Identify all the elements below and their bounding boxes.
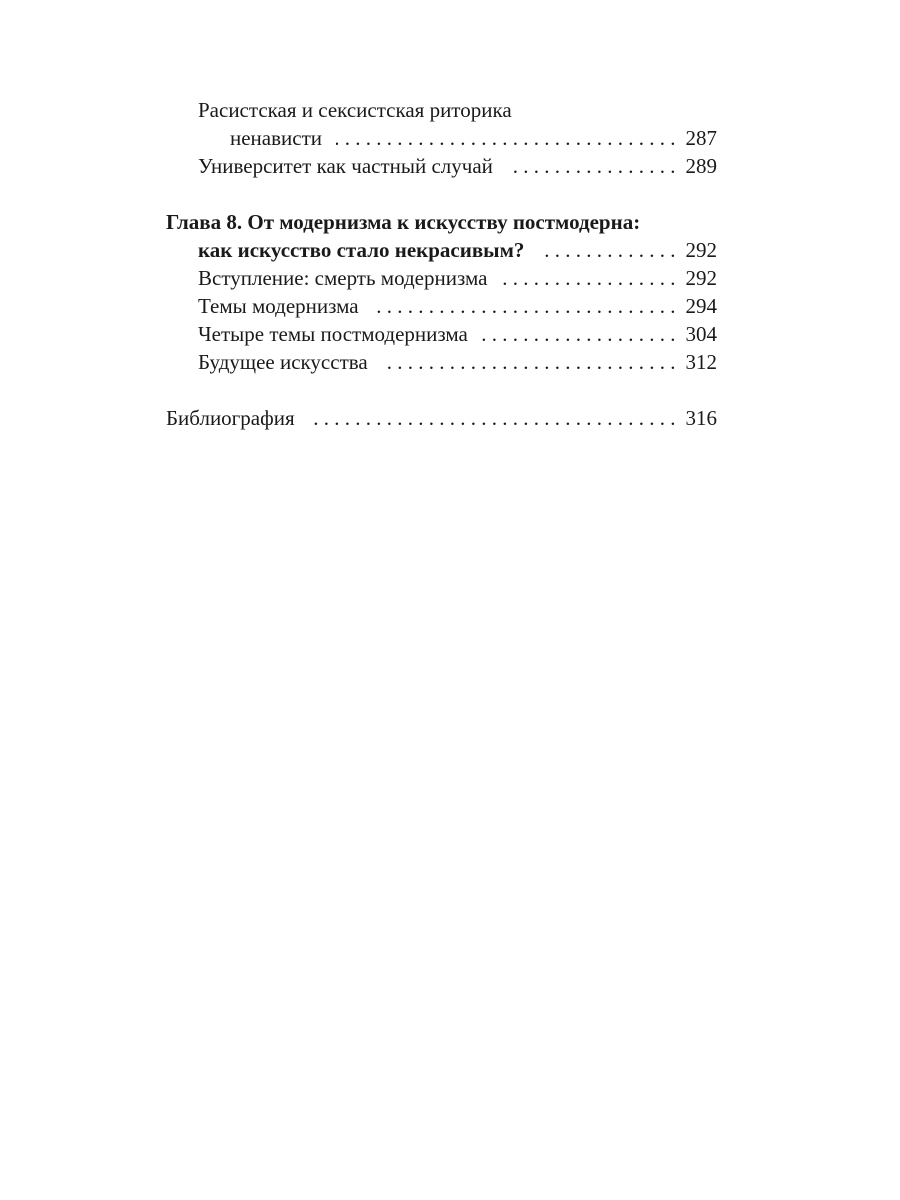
toc-entry-title-continued: ненависти [230, 126, 323, 150]
dot-leader [336, 124, 675, 152]
dot-leader [501, 264, 675, 292]
toc-entry-page: 312 [685, 350, 717, 374]
toc-entry-title: Темы модернизма [198, 294, 359, 318]
toc-entry-title: Расистская и сексистская риторика [198, 98, 512, 122]
toc-entry-rhetoric[interactable] [166, 96, 717, 152]
dot-leader [382, 348, 676, 376]
toc-chapter-page: 292 [685, 238, 717, 262]
toc-entry-line [166, 404, 717, 432]
dot-leader [309, 404, 676, 432]
toc-entry-title: Четыре темы постмодернизма [198, 322, 468, 346]
toc-chapter-line [166, 236, 717, 264]
dot-leader [538, 236, 675, 264]
spacer [166, 180, 717, 208]
toc-bibliography[interactable] [166, 404, 717, 432]
toc-chapter-title: Глава 8. От модернизма к искусству постмодерна: [166, 210, 641, 234]
dot-leader [482, 320, 676, 348]
toc-entry-title: Будущее искусства [198, 350, 368, 374]
toc-entry-page: 294 [685, 294, 717, 318]
toc-entry-line [166, 124, 717, 152]
toc-entry-line [166, 320, 717, 348]
toc-entry-university[interactable] [166, 152, 717, 180]
toc-entry-line [166, 96, 717, 124]
toc-entry-page: 316 [685, 406, 717, 430]
toc-entry-title: Университет как частный случай [198, 154, 493, 178]
toc-entry-title: Библиография [166, 406, 295, 430]
toc-chapter-line [166, 208, 717, 236]
toc-entry-page: 289 [685, 154, 717, 178]
table-of-contents [166, 96, 717, 432]
toc-chapter-8[interactable] [166, 208, 717, 264]
toc-entry-line [166, 292, 717, 320]
toc-section-future-of-art[interactable] [166, 348, 717, 376]
toc-section-intro[interactable] [166, 264, 717, 292]
toc-entry-page: 287 [685, 126, 717, 150]
toc-entry-page: 292 [685, 266, 717, 290]
toc-section-modernism-themes[interactable] [166, 292, 717, 320]
spacer [166, 376, 717, 404]
dot-leader [507, 152, 676, 180]
dot-leader [373, 292, 676, 320]
toc-chapter-title-continued: как искусство стало некрасивым? [198, 238, 525, 262]
toc-entry-line [166, 152, 717, 180]
toc-entry-title: Вступление: смерть модернизма [198, 266, 488, 290]
toc-entry-line [166, 264, 717, 292]
toc-entry-line [166, 348, 717, 376]
toc-entry-page: 304 [685, 322, 717, 346]
toc-section-postmodernism-themes[interactable] [166, 320, 717, 348]
